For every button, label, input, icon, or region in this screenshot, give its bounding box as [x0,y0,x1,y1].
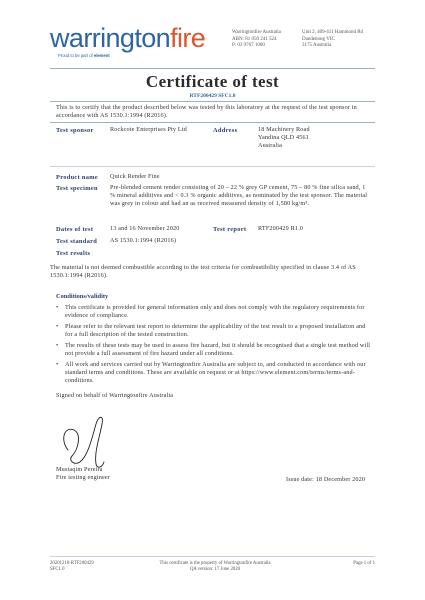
footer-reference: 20201218-RTF200429 SFC1.0 [50,561,94,572]
warringtonfire-logo [50,25,240,61]
issue-date: Issue date: 18 December 2020 [286,476,366,483]
dates-of-test-label: Dates of test [56,226,94,233]
page-title: Certificate of test [145,72,280,91]
dates-of-test-value: 13 and 16 November 2020 [110,225,180,232]
bullet-icon: • [56,361,59,368]
element-brand: element [93,53,110,58]
footer-ownership: This certificate is the property of Warringtonfire Australia QA version: 17 June 2020 [159,561,271,572]
test-results-label: Test results [56,250,91,257]
condition-item: • The results of these tests may be used to assess fire hazard, but it should be recognised that a single test method will not provide a full assessment of fire hazard under all conditions. [56,342,371,357]
test-sponsor-label: Test sponsor [56,127,94,134]
certificate-number: RTF200429 SFC1.0 [189,93,236,99]
page-number: Page 1 of 1 [353,561,375,566]
signed-on-behalf: Signed on behalf of Warringtonfire Australia [56,392,174,399]
test-report-label: Test report [213,226,247,233]
test-standard-value: AS 1530.1:1994 (R2016) [110,237,177,244]
test-report-value: RTF200429 R1.0 [258,225,304,232]
signature-image [52,406,132,472]
product-name-value: Quick Render Fine [110,173,160,180]
header-divider [50,68,375,69]
title-divider [50,101,375,102]
signer-block [56,466,110,482]
test-sponsor-value: Rockcote Enterprises Pty Ltd [110,126,187,133]
intro-paragraph: This is to certify that the product described below was tested by this laboratory at the request of the test sponsor in accordance with AS 1530.1:1994 (R2016). [56,104,357,119]
conditions-heading: Conditions/validity [56,293,109,300]
company-address-left: Warringtonfire Australia ABN: 81 050 241 524 P: 03 9767 1000 [232,30,281,48]
company-address-right: Unit 2, 409-411 Hammond Rd Dandenong VIC 3175 Australia [302,30,364,48]
condition-item: • Please refer to the relevant test report to determine the applicability of the test result to a proposed installation and for a full description of the tested construction. [56,323,366,338]
signer-name: Mustaqim Pereira [56,466,103,473]
product-name-label: Product name [56,174,98,181]
signer-title: Fire testing engineer [56,474,111,481]
address-label: Address [213,127,238,134]
intro-divider [50,122,375,123]
test-specimen-label: Test specimen [56,185,98,192]
conditions-list [56,304,374,388]
footer-divider [50,556,375,557]
bullet-icon: • [56,342,59,349]
logo-tagline: Proud to be part of element [58,53,110,58]
test-results-text: The material is not deemed combustible according to the test criteria for combustibility specified in clause 3.4 of AS 1530.1:1994 (R2016). [50,264,356,279]
test-specimen-value: Pre-blended cement render consisting of 20 – 22 % grey GP cement, 75 – 80 % fine silica sand, 1 % mineral additives and < 0.3 % organic additives, as nominated by the test sponsor. The material was grey in colour and had an as received measured density of 1,580 kg/m³. [110,184,368,207]
test-standard-label: Test standard [56,238,98,245]
sponsor-address: 18 Machinery Road Yandina QLD 4561 Australia [258,126,310,149]
bullet-icon: • [56,323,59,330]
section-divider [50,166,375,167]
bullet-icon: • [56,304,59,311]
logo-text-fire: fire [170,23,206,53]
condition-item: • All work and services carried out by Warringtonfire Australia are subject to, and conducted in accordance with our standard terms and conditions. These are available on request or at https://www.element.com/terms/terms-and-conditions. [56,361,366,384]
logo-text-warrington: warrington [50,23,171,53]
condition-item: • This certificate is provided for general information only and does not comply with the regulatory requirements for evidence of compliance. [56,304,365,319]
